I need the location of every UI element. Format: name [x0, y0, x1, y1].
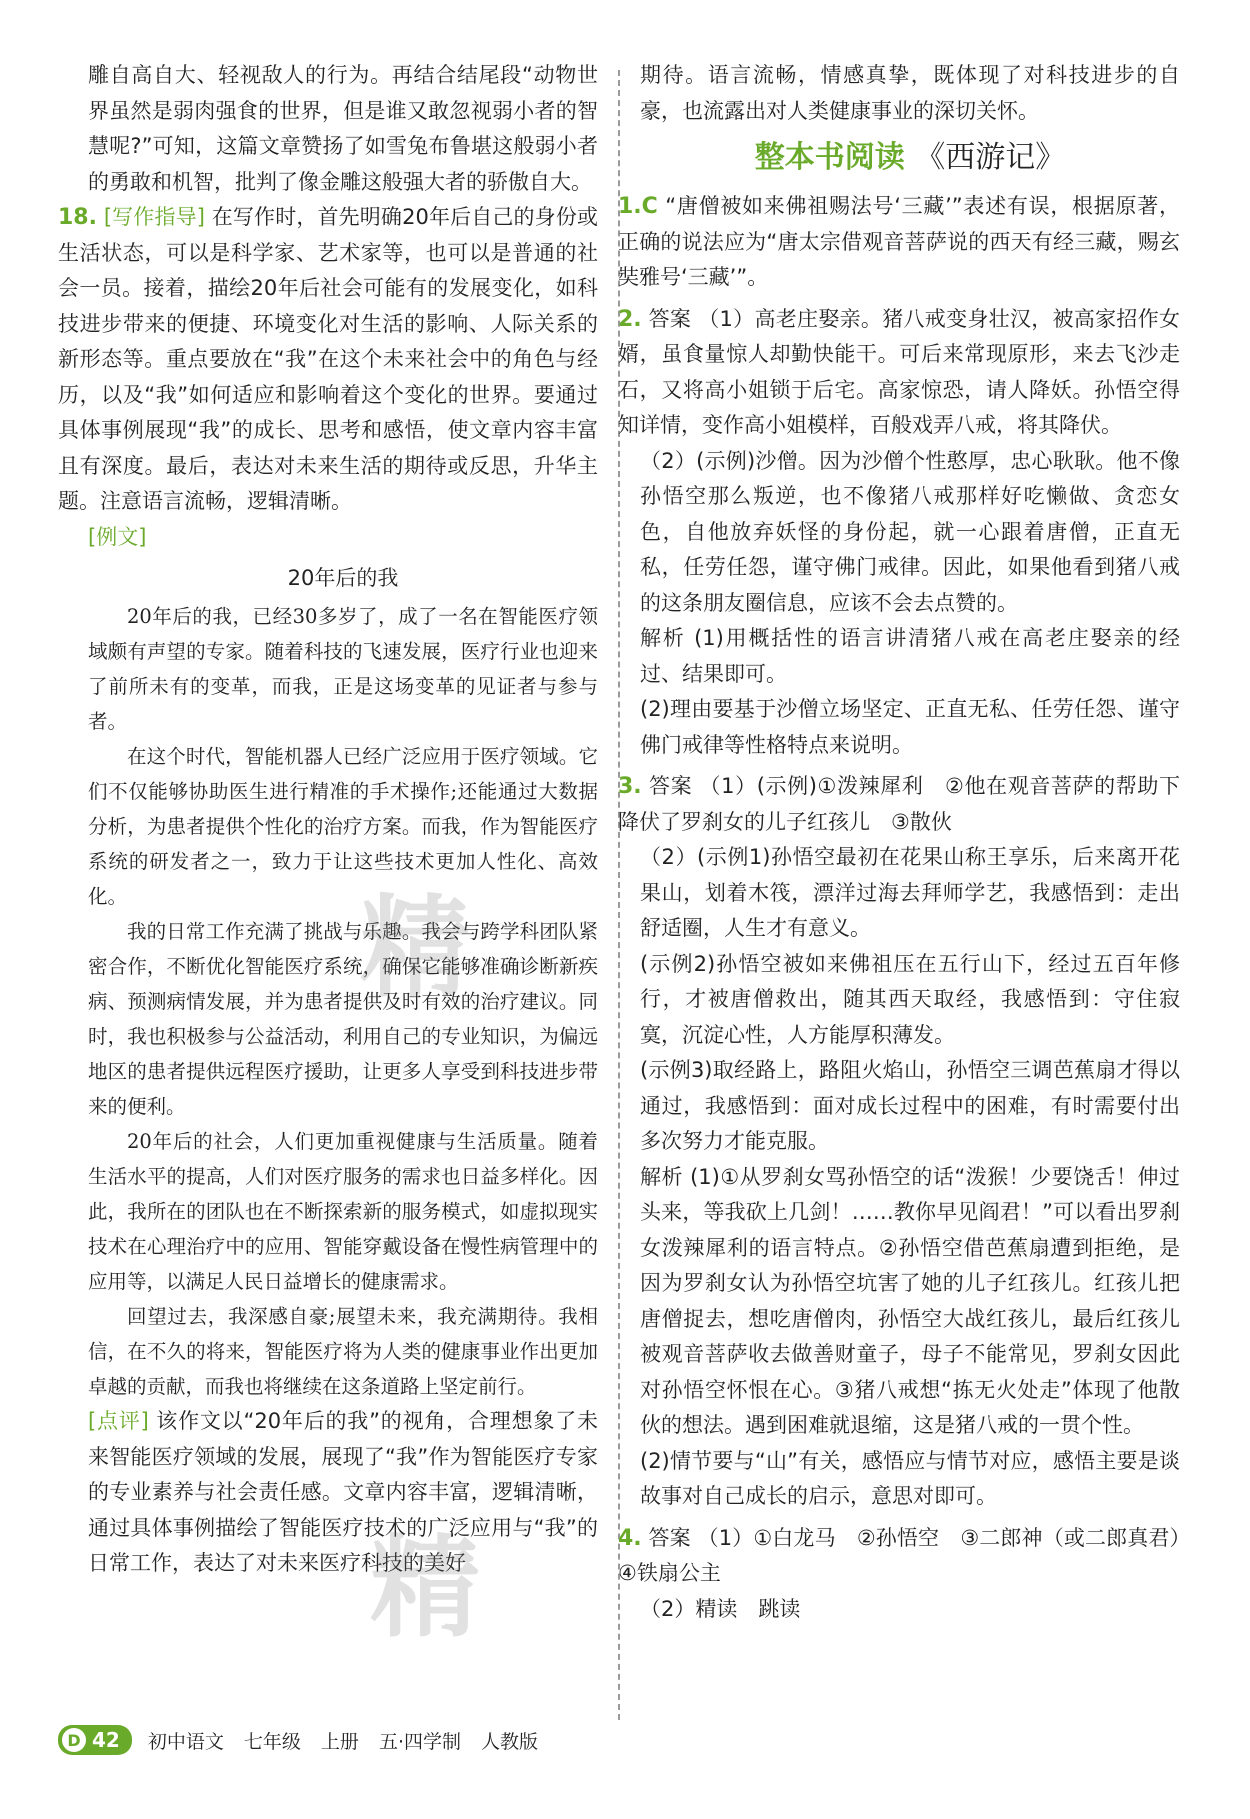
question-number: 1.C: [618, 194, 658, 219]
question-4: [618, 1521, 1201, 1592]
essay-paragraph: 在这个时代，智能机器人已经广泛应用于医疗领域。它们不仅能够协助医生进行精准的手术操作;还能通过大数据分析，为患者提供个性化的治疗方案。而我，作为智能医疗系统的研发者之一，致力于让这些技术更加人性化、高效化。: [88, 745, 598, 908]
essay-paragraph: 我的日常工作充满了挑战与乐趣。我会与跨学科团队紧密合作，不断优化智能医疗系统，确保它能够准确诊断新疾病、预测病情发展，并为患者提供及时有效的治疗建议。同时，我也积极参与公益活动，利用自己的专业知识，为偏远地区的患者提供远程医疗援助，让更多人享受到科技进步带来的便利。: [88, 920, 598, 1118]
question-2: [618, 302, 1180, 444]
analysis-text: (1)①从罗刹女骂孙悟空的话“泼猴！少要饶舌！伸过头来，等我砍上几剑！……教你早见阎君！”可以看出罗刹女泼辣犀利的语言特点。②孙悟空借芭蕉扇遭到拒绝，是因为罗刹女认为孙悟空坑害了她的儿子红孩儿。红孩儿把唐僧捉去，想吃唐僧肉，孙悟空大战红孩儿，最后红孩儿被观音菩萨收去做善财童子，母子不能常见，罗刹女因此对孙悟空怀恨在心。③猪八戒想“拣无火处走”体现了他散伙的想法。遇到困难就退缩，这是猪八戒的一贯个性。: [640, 1164, 1180, 1437]
intro-paragraph: 雕自高自大、轻视敌人的行为。再结合结尾段“动物世界虽然是弱肉强食的世界，但是谁又敢忽视弱小者的智慧呢?”可知，这篇文章赞扬了如雪兔布鲁堪这般弱小者的勇敢和机智，批判了像金雕这般强大者的骄傲自大。: [88, 63, 598, 194]
book-meta: 初中语文 七年级 上册 五·四学制 人教版: [147, 1730, 539, 1753]
question-3: [618, 769, 1180, 840]
section-title: [640, 133, 1180, 183]
analysis-text: (1)用概括性的语言讲清猪八戒在高老庄娶亲的经过、结果即可。: [640, 626, 1180, 686]
badge-letter: D: [62, 1728, 86, 1752]
analysis: [640, 621, 1180, 692]
writing-guide-text: 在写作时，首先明确20年后自己的身份或生活状态，可以是科学家、艺术家等，也可以是普通的社会一员。接着，描绘20年后社会可能有的发展变化，如科技进步带来的便捷、环境变化对生活的影响、人际关系的新形态等。重点要放在“我”在这个未来社会中的角色与经历，以及“我”如何适应和影响着这个变化的世界。要通过具体事例展现“我”的成长、思考和感悟，使文章内容丰富且有深度。最后，表达对未来生活的期待或反思，升华主题。注意语言流畅，逻辑清晰。: [58, 205, 598, 513]
book-title: 《西游记》: [915, 140, 1066, 175]
essay-paragraph: 20年后的社会，人们更加重视健康与生活质量。随着生活水平的提高，人们对医疗服务的需求也日益多样化。因此，我所在的团队也在不断探索新的服务模式，如虚拟现实技术在心理治疗中的应用、智能穿戴设备在慢性病管理中的应用等，以满足人民日益增长的健康需求。: [88, 1130, 598, 1293]
watermark: 精: [360, 884, 482, 1012]
answer-part: (示例2)孙悟空被如来佛祖压在五行山下，经过五百年修行，才被唐僧救出，随其西天取经，我感悟到：守住寂寞，沉淀心性，人方能厚积薄发。: [640, 951, 1180, 1047]
comment-continuation: 期待。语言流畅，情感真挚，既体现了对科技进步的自豪，也流露出对人类健康事业的深切关怀。: [640, 63, 1180, 123]
question-number: 2.: [618, 306, 642, 332]
analysis: [640, 1160, 1180, 1444]
watermark: 精: [370, 1524, 492, 1652]
answer-text: （1）①白龙马 ②孙悟空 ③二郎神（或二郎真君） ④铁扇公主: [618, 1525, 1201, 1585]
page-badge: [58, 1725, 132, 1755]
page-number: 42: [92, 1728, 120, 1752]
answer-text: （1）高老庄娶亲。猪八戒变身壮汉，被高家招作女婿，虽食量惊人却勤快能干。可后来常现原形，来去飞沙走石，又将高小姐锁于后宅。高家惊恐，请人降妖。孙悟空得知详情，变作高小姐模样，百般戏弄八戒，将其降伏。: [618, 306, 1180, 437]
answer-part: (示例3)取经路上，路阻火焰山，孙悟空三调芭蕉扇才得以通过，我感悟到：面对成长过程中的困难，有时需要付出多次努力才能克服。: [640, 1058, 1180, 1153]
answer-text: “唐僧被如来佛祖赐法号‘三藏’”表述有误，根据原著，正确的说法应为“唐太宗借观音菩萨说的西天有经三藏，赐玄奘雅号‘三藏’”。: [618, 194, 1180, 289]
essay-title: 20年后的我: [287, 566, 399, 590]
comment: [88, 1404, 598, 1582]
answer-part: （2）(示例)沙僧。因为沙僧个性憨厚，忠心耿耿。他不像孙悟空那么叛逆，也不像猪八戒那样好吃懒做、贪恋女色，自他放弃妖怪的身份起，就一心跟着唐僧，正直无私，任劳任怨，谨守佛门戒律。因此，如果他看到猪八戒的这条朋友圈信息，应该不会去点赞的。: [640, 448, 1180, 615]
left-column: [58, 58, 598, 1582]
page-footer: [58, 1722, 538, 1758]
answer-text: （1）(示例)①泼辣犀利 ②他在观音菩萨的帮助下降伏了罗刹女的儿子红孩儿 ③散伙: [618, 774, 1180, 834]
analysis-part: (2)情节要与“山”有关，感悟应与情节对应，感悟主要是谈故事对自己成长的启示，意思对即可。: [640, 1448, 1180, 1508]
example-tag-line: [88, 520, 598, 556]
analysis-part: (2)理由要基于沙僧立场坚定、正直无私、任劳任怨、谨守佛门戒律等性格特点来说明。: [640, 697, 1180, 757]
question-number: 3.: [618, 774, 642, 799]
answer-label: 答案: [648, 306, 692, 331]
comment-tag: [点评]: [88, 1409, 149, 1433]
comment-text: 该作文以“20年后的我”的视角，合理想象了未来智能医疗领域的发展，展现了“我”作为智能医疗专家的专业素养与社会责任感。文章内容丰富，逻辑清晰，通过具体事例描绘了智能医疗技术的广泛应用与“我”的日常工作，表达了对未来医疗科技的美好: [88, 1409, 598, 1575]
question-number: 4.: [618, 1525, 642, 1551]
example-tag: [例文]: [88, 524, 147, 549]
question-number: 18.: [58, 205, 97, 230]
essay-paragraph: 20年后的我，已经30多岁了，成了一名在智能医疗领域颇有声望的专家。随着科技的飞速发展，医疗行业也迎来了前所未有的变革，而我，正是这场变革的见证者与参与者。: [88, 605, 598, 733]
answer-label: 答案: [648, 1525, 691, 1550]
analysis-label: 解析: [640, 1164, 683, 1189]
essay-paragraph: 回望过去，我深感自豪;展望未来，我充满期待。我相信，在不久的将来，智能医疗将为人类的健康事业作出更加卓越的贡献，而我也将继续在这条道路上坚定前行。: [88, 1305, 598, 1398]
section-heading: 整本书阅读: [754, 140, 905, 175]
answer-part: （2）精读 跳读: [640, 1596, 801, 1621]
answer-label: 答案: [648, 774, 693, 798]
question-18: [58, 200, 598, 520]
analysis-label: 解析: [640, 626, 686, 650]
answer-part: （2）(示例1)孙悟空最初在花果山称王享乐，后来离开花果山，划着木筏，漂洋过海去拜师学艺，我感悟到：走出舒适圈，人生才有意义。: [640, 845, 1180, 940]
writing-guide-tag: [写作指导]: [103, 205, 205, 229]
right-column: [618, 58, 1201, 1627]
question-1: [618, 189, 1180, 296]
